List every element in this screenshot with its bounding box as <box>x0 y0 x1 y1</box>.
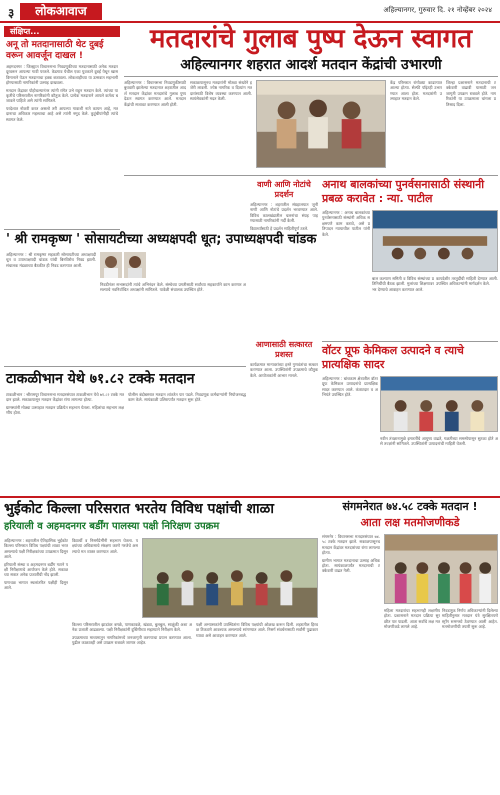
bottom-left-body-col1: अहिल्यानगर : शहरातील ऐतिहासिक भुईकोट किल्ला परिसरात विविध पक्ष्यांची शाळा भरत असल्याचे पक्षी निरीक्षकांच्या उपक्रमात दिसून आले. हरियाली संस्था व अहमदनगर बर्डींग गटाने पक्षी निरीक्षणाचे आयोजन केले होते. सकाळच्या सत्रात अनेक प्रजातींची नोंद झाली. पाणथळ भागात स्थलांतरित पक्षीही दिसून आले. <box>4 538 68 591</box>
lead-body-col3: केंद्र परिसरात रांगोळ्या काढण्यात आल्या होत्या. सेल्फी पॉइंटही उभारण्यात आला होता. मतदारांनी उत्साहात मतदान केले. <box>390 80 442 102</box>
bottom-right-body-col1: संगमनेर : विधानसभा मतदारसंघात ७४.५८ टक्के मतदान झाले. सकाळपासूनच मतदान केंद्रांवर मतदारांच्या रांगा लागल्या होत्या. ग्रामीण भागात मतदानाचा उत्साह अधिक होता. सायंकाळपर्यंत मतदानाची टक्केवारी वाढत गेली. <box>322 534 380 574</box>
lead-photo <box>256 80 386 168</box>
brief3-headline: टाकळीभान येथे ७१.८२ टक्के मतदान <box>6 371 195 387</box>
lead-body-col4: जिल्हा प्रशासनाने मतदानाची टक्केवारी वाढावी यासाठी जनजागृती उपक्रम राबवले होते. नागरिकांनी या उपक्रमाला चांगला प्रतिसाद दिला. <box>446 80 496 107</box>
right2-headline: वॉटर प्रूफ केमिकल उत्पादने व त्याचे प्रात्यक्षिक सादर <box>322 344 464 371</box>
mid2-body: कार्यक्रमात मान्यवरांच्या हस्ते गुणवंतांचा सत्कार करण्यात आला. उपस्थितांनी उपक्रमाचे कौतुक केले. आयोजकांनी आभार मानले. <box>250 362 318 378</box>
brief2-body-2: निवडीनंतर सभासदांनी त्यांचे अभिनंदन केले. संस्थेच्या प्रगतीसाठी सर्वांच्या सहकार्याने काम करणार असल्याचे नवनिर्वाचित अध्यक्षांनी सांगितले. यावेळी संचालक उपस्थित होते. <box>100 282 246 293</box>
bottom-right-headline: संगमनेरात ७४.५८ टक्के मतदान ! <box>342 500 478 513</box>
right1-rule <box>322 341 498 342</box>
lead-headline: मतदारांचे गुलाब पुष्प देऊन स्वागत <box>149 24 473 54</box>
lead-subheadline: अहिल्यानगर शहरात आदर्श मतदान केंद्रांची उभारणी <box>180 57 442 73</box>
mid1-body: अहिल्यानगर : शहरातील संग्रहालयात जुनी नाणी आणि नोटांचे प्रदर्शन भरवण्यात आले. विविध कालखंडातील चलनांचा संग्रह पाहण्यासाठी नागरिकांनी गर्दी केली. विद्यार्थ्यांसाठी हे प्रदर्शन माहितीपूर्ण ठरले. <box>250 202 318 231</box>
bottom-left-body-col2: विद्यार्थी व निसर्गप्रेमींनी सहभाग घेतला. पक्ष्यांच्या अधिवासाचे संरक्षण करणे गरजेचे असल्याचे मत व्यक्त करण्यात आले. <box>72 538 138 554</box>
mid2-headline: आणासाठी सत्कारत प्रशस्त <box>255 340 313 359</box>
lead-body-col1: अहिल्यानगर : विधानसभा निवडणुकीसाठी बुधवारी झालेल्या मतदानात शहरातील आदर्श मतदान केंद्रांवर मतदारांचे गुलाब पुष्प देऊन स्वागत करण्यात आले. मतदान केंद्रांची सजावट करण्यात आली होती. <box>124 80 186 107</box>
bottom-right-photo <box>384 534 498 604</box>
lead-bottom-rule <box>124 175 498 176</box>
newspaper-logo: लोकआवाज <box>20 3 102 20</box>
briefs-section-label: संक्षिप्त... <box>4 26 120 37</box>
bottom-right-subheadline: आता लक्ष मतमोजणीकडे <box>360 516 460 529</box>
right2-body-col1: अहिल्यानगर : बांधकाम क्षेत्रातील वॉटर प्रूफ केमिकल उत्पादनांचे प्रात्यक्षिक सादर करण्यात आले. कंत्राटदार व अभियंते उपस्थित होते. <box>322 376 378 398</box>
brief3-body-2: पोलीस बंदोबस्तात मतदान शांततेत पार पडले. निवडणूक कर्मचाऱ्यांनी नियोजनबद्ध काम केले. सायंकाळी उशिरापर्यंत मतदान सुरू होते. <box>128 392 246 403</box>
right1-photo <box>372 210 498 272</box>
right1-headline: अनाथ बालकांच्या पुनर्वसनासाठी संस्थानी प्रबळ करावेत : न्या. पाटील <box>322 178 485 205</box>
bottom-left-headline: भुईकोट किल्ला परिसरात भरतेय विविध पक्षांची शाळा <box>4 501 274 517</box>
brief1-body: अहमदनगर : जिल्ह्यात विधानसभा निवडणुकीच्या मतदानासाठी अनेक मतदार दूरवरून आपल्या गावी परतले. केडगाव येथील एका युवकाने दुबई येथून खास विमानाने येऊन मतदानाचा हक्क बजावला. लोकशाहीच्या या उत्सवात सहभागी होण्यासाठी नागरिकांनी उत्साह दाखवला. मतदान केंद्रावर पोहोचल्यानंतर त्यांनी रांगेत उभे राहून मतदान केले. त्यांच्या या कृतीचे परिसरातील नागरिकांनी कौतुक केले. प्रत्येक मतदाराने आपले कर्तव्य बजावले पाहिजे असे त्यांनी सांगितले. परदेशात नोकरी करत असलो तरी आपल्या गावाशी नाते कायम आहे, मतदानाचा अधिकार महत्त्वाचा आहे असे त्यांनी नमूद केले. कुटुंबीयांनीही त्यांचे स्वागत केले. <box>6 64 118 122</box>
lead-rule <box>124 76 498 77</box>
brief2-photo-1 <box>100 252 122 278</box>
masthead-rule <box>0 21 500 23</box>
right2-body-col2: नवीन तंत्रज्ञानामुळे इमारतींचे आयुष्य वाढते, गळतीच्या समस्येपासून सुटका होते असे तज्ज्ञांनी सांगितले. उपस्थितांनी उत्पादनांची माहिती घेतली. <box>380 436 498 447</box>
bottom-section-divider <box>0 496 500 498</box>
brief2-rule <box>4 366 246 367</box>
bottom-left-subheadline: हरियाली व अहमदनगर बर्डींग पालस्या पक्षी निरिक्षण उपक्रम <box>4 521 220 532</box>
right1-body-col3: कायदेशीर तरतुदींची माहिती देण्यात आली. उपस्थित अधिकाऱ्यांनी मार्गदर्शन केले. <box>436 276 498 287</box>
right1-body-col2: बाल कल्याण समिती व विविध संस्थांच्या प्रतिनिधींची बैठक झाली. मुलांच्या शिक्षणावर भर देण्याचे आवाहन करण्यात आले. <box>372 276 434 292</box>
bottom-left-photo <box>142 538 318 618</box>
brief2-body: अहिल्यानगर : श्री रामकृष्ण सहकारी सोसायटीच्या अध्यक्षपदी धूत व उपाध्यक्षपदी चांडक यांची बिनविरोध निवड झाली. संचालक मंडळाच्या बैठकीत ही निवड करण्यात आली. <box>6 252 96 268</box>
brief1-headline: अनू तो मतदानासाठी थेट दुबई वरून आवर्जून दाखल ! <box>6 40 104 61</box>
brief2-headline: ' श्री रामकृष्ण ' सोसायटीच्या अध्यक्षपदी धूत; उपाध्यक्षपदी चांडक <box>6 232 317 247</box>
bottom-left-body-col4: पक्षी अभ्यासकांनी उपस्थितांना विविध पक्ष्यांची ओळख करून दिली. शहरातील हिरवळ टिकवणे आवश्यक असल्याचे सांगण्यात आले. निसर्ग संवर्धनासाठी सर्वांनी पुढाकार घ्यावा असे आवाहन करण्यात आले. <box>196 622 318 638</box>
sidebar-rule <box>4 229 120 230</box>
bottom-right-body-col3: निवडणूक निर्णय अधिकाऱ्यांनी दिलेल्या माहितीनुसार मतदान यंत्रे सुरक्षितपणे स्ट्रॉंग रूममध्ये ठेवण्यात आली आहेत. मतमोजणीची तयारी सुरू आहे. <box>442 608 498 630</box>
bottom-right-body-col2: महिला मतदारांचा सहभागही लक्षणीय होता. प्रशासनाने मतदान प्रक्रिया सुरळीत पार पाडली. आता सर्वांचे लक्ष मतमोजणीकडे लागले आहे. <box>384 608 440 630</box>
lead-body-col2: सकाळपासूनच मतदारांनी मोठ्या संख्येने हजेरी लावली. ज्येष्ठ नागरिक व दिव्यांग मतदारांसाठी विशेष व्यवस्था करण्यात आली. स्वयंसेवकांनी मदत केली. <box>190 80 252 102</box>
brief3-body: टाकळीभान : श्रीरामपूर विधानसभा मतदारसंघात टाकळीभान येथे ७१.८२ टक्के मतदान झाले. सकाळपासून मतदान केंद्रांवर रांगा लागल्या होत्या. ग्रामस्थांनी मोठ्या उत्साहात मतदान प्रक्रियेत सहभाग घेतला. महिलांचा सहभाग लक्षणीय होता. <box>6 392 124 416</box>
date-line: अहिल्यानगर, गुरुवार दि. २१ नोव्हेंबर २०२४ <box>383 6 492 14</box>
brief2-photo-2 <box>124 252 146 278</box>
right2-photo <box>380 376 498 432</box>
right1-body-col1: अहिल्यानगर : अनाथ बालकांच्या पुनर्वसनासाठी संस्थांनी अधिक सक्षमपणे काम करावे, असे प्रतिपादन न्यायाधीश पाटील यांनी केले. <box>322 210 370 237</box>
page-number: ३ <box>8 6 15 20</box>
bottom-left-body-col3: किल्ला परिसरातील झाडांवर बगळे, पाणकावळे, खंड्या, बुलबुल, साळुंकी अशा अनेक प्रजाती आढळल्या. पक्षी निरीक्षकांनी दुर्बिणीच्या सहाय्याने निरीक्षण केले. उपक्रमाच्या माध्यमातून नागरिकांमध्ये जनजागृती करण्याचा प्रयत्न करण्यात आला. पुढील काळातही असे उपक्रम राबवले जाणार आहेत. <box>72 622 192 646</box>
mid1-headline: वाणी आणि नोटांचे प्रदर्शन <box>257 180 311 199</box>
